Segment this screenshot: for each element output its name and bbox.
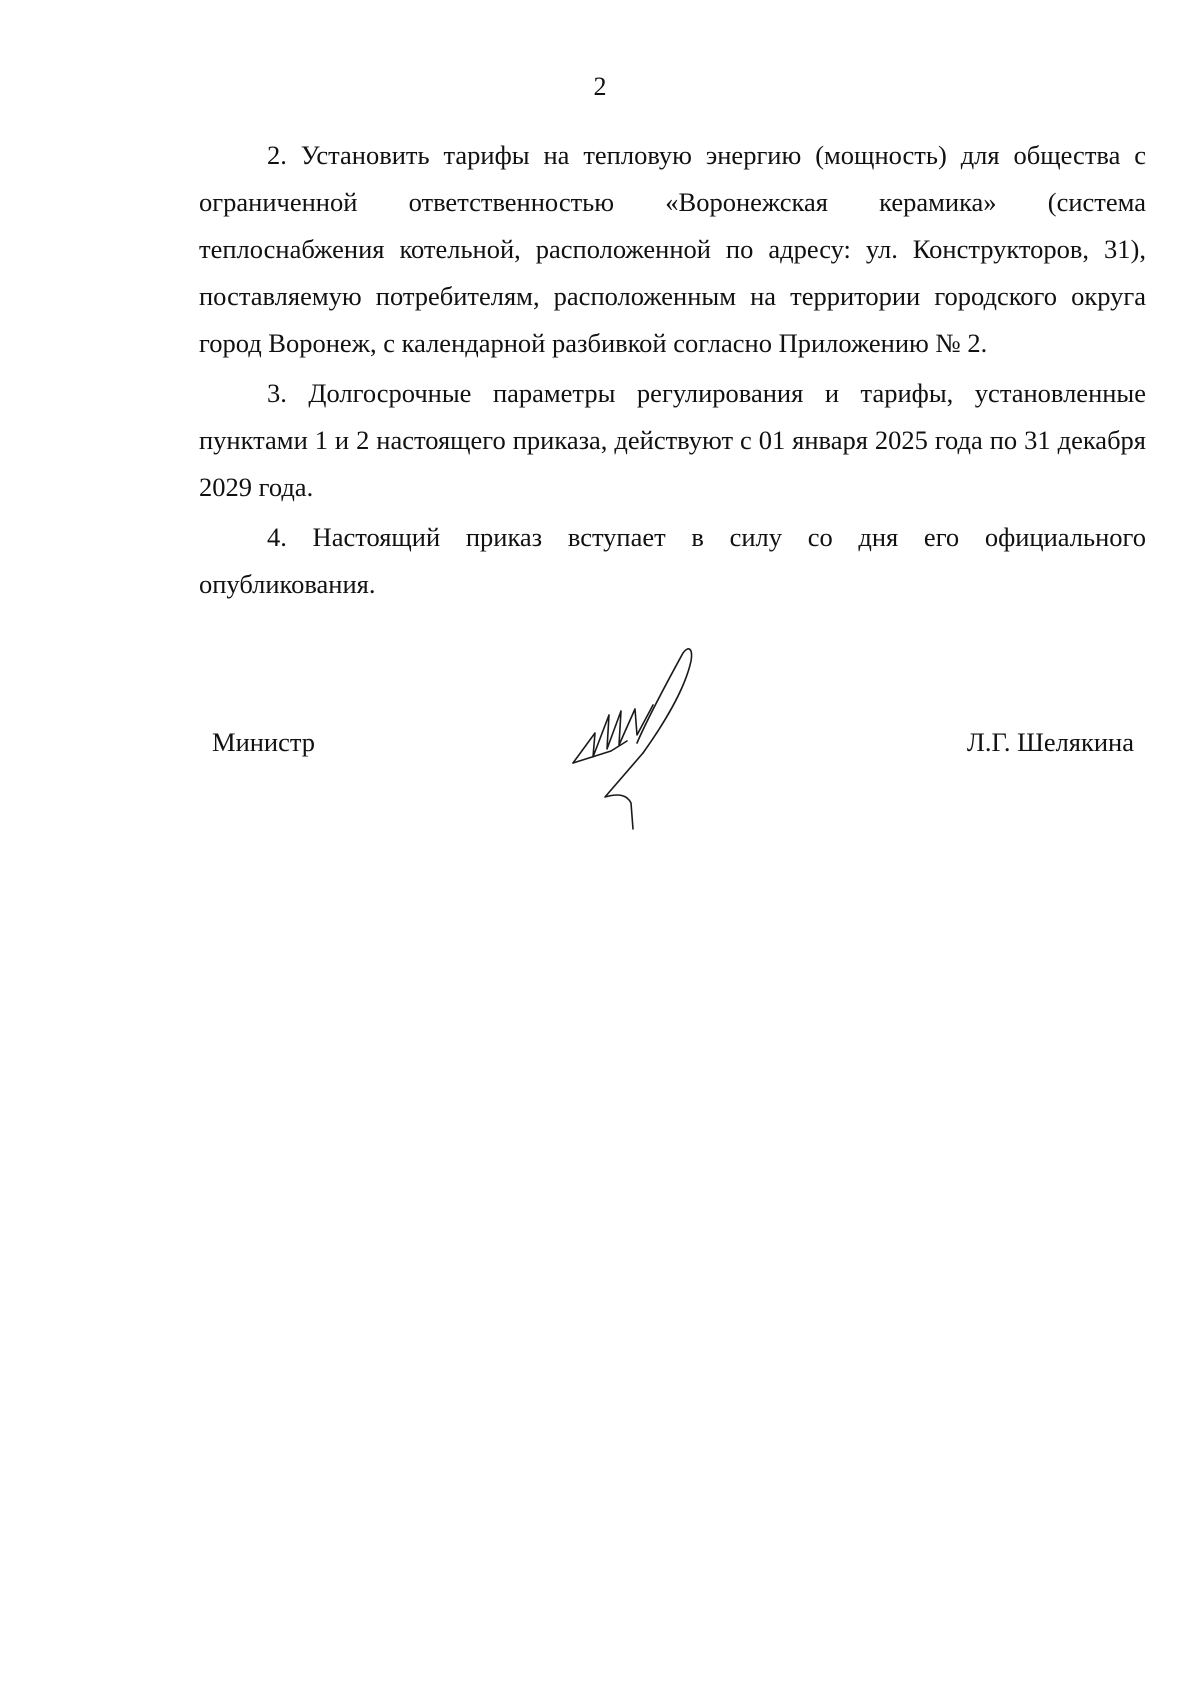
paragraph-3: 3. Долгосрочные параметры регулирования и тарифы, установленные пунктами 1 и 2 настоящего приказа, действуют с 01 января 2025 года по 31 декабря 2029 года. <box>199 378 1146 502</box>
signatory-title: Министр <box>212 727 316 757</box>
signatory-name: Л.Г. Шелякина <box>966 727 1134 757</box>
document-body <box>199 132 1146 608</box>
paragraph-4: 4. Настоящий приказ вступает в силу со дня его официального опубликования. <box>199 522 1146 599</box>
signature-block <box>0 727 1200 787</box>
paragraph-2: 2. Установить тарифы на тепловую энергию (мощность) для общества с ограниченной ответственностью «Воронежская керамика» (система теплоснабжения котельной, расположенной по адресу: ул. Конструкторов, 31), поставляемую потребителям, расположенным на территории городского округа город Воронеж, с календарной разбивкой согласно Приложению № 2. <box>199 140 1146 358</box>
page-number: 2 <box>593 72 607 101</box>
